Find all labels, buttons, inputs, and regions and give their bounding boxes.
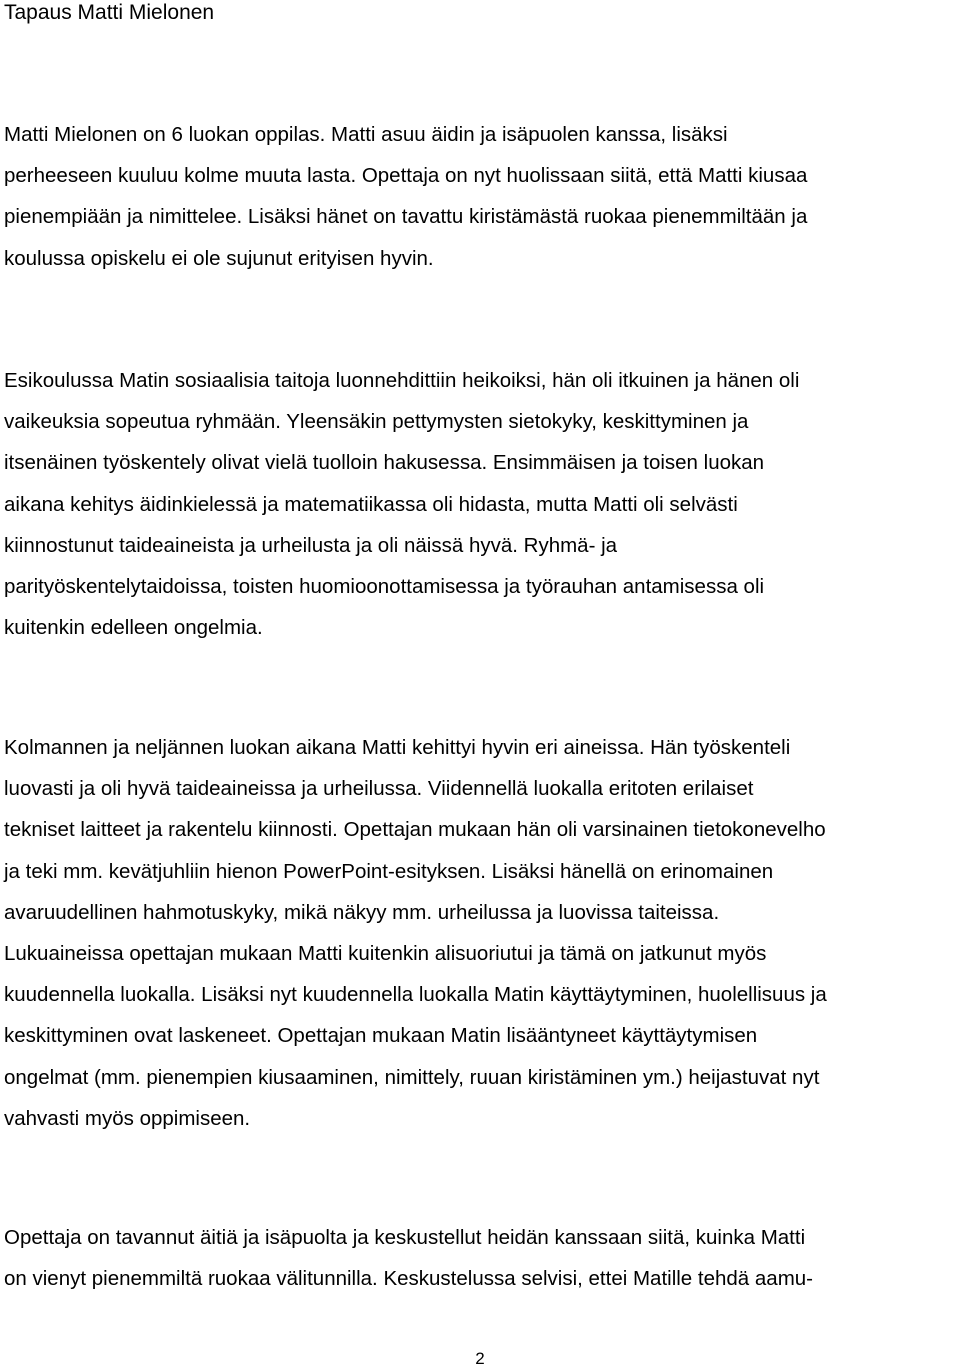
paragraph: Matti Mielonen on 6 luokan oppilas. Matti asuu äidin ja isäpuolen kanssa, lisäksi perheeseen kuuluu kolme muuta lasta. Opettaja on nyt huolissaan siitä, että Matti kiusaa pienempiään ja nimittelee. Lisäksi hänet on tavattu kiristämästä ruokaa pienemmiltään ja koulussa opiskelu ei ole sujunut erityisen hyvin. [4,123,808,270]
paragraph: Kolmannen ja neljännen luokan aikana Matti kehittyi hyvin eri aineissa. Hän työskenteli luovasti ja oli hyvä taideaineissa ja urheilussa. Viidennellä luokalla eritoten erilaiset tekniset laitteet ja rakentelu kiinnosti. Opettajan mukaan hän oli varsinainen tietokonevelho ja teki mm. kevätjuhliin hienon PowerPoint-esityksen. Lisäksi hänellä on erinomainen avaruudellinen hahmotuskyky, mikä näkyy mm. urheilussa ja luovissa taiteissa. Lukuaineissa opettajan mukaan Matti kuitenkin alisuoriutui ja tämä on jatkunut myös kuudennella luokalla. Lisäksi nyt kuudennella luokalla Matin käyttäytyminen, huolellisuus ja keskittyminen ovat laskeneet. Opettajan mukaan Matin lisääntyneet käyttäytymisen ongelmat (mm. pienempien kiusaaminen, nimittely, ruuan kiristäminen ym.) heijastuvat nyt vahvasti myös oppimiseen. [4,736,827,1130]
paragraph: Esikoulussa Matin sosiaalisia taitoja luonnehdittiin heikoiksi, hän oli itkuinen ja hänen oli vaikeuksia sopeutua ryhmään. Yleensäkin pettymysten sietokyky, keskittyminen ja itsenäinen työskentely olivat vielä tuolloin hakusessa. Ensimmäisen ja toisen luokan aikana kehitys äidinkielessä ja matematiikassa oli hidasta, mutta Matti oli selvästi kiinnostunut taideaineista ja urheilusta ja oli näissä hyvä. Ryhmä- ja parityöskentelytaidoissa, toisten huomioonottamisessa ja työrauhan antamisessa oli kuitenkin edelleen ongelmia. [4,369,800,640]
page-number: 2 [475,1349,485,1368]
paragraph: Opettaja on tavannut äitiä ja isäpuolta ja keskustellut heidän kanssaan siitä, kuinka Matti on vienyt pienemmiltä ruokaa välitunnilla. Keskustelussa selvisi, ettei Matille tehdä aamu- [4,1226,814,1291]
document-title: Tapaus Matti Mielonen [4,1,215,24]
